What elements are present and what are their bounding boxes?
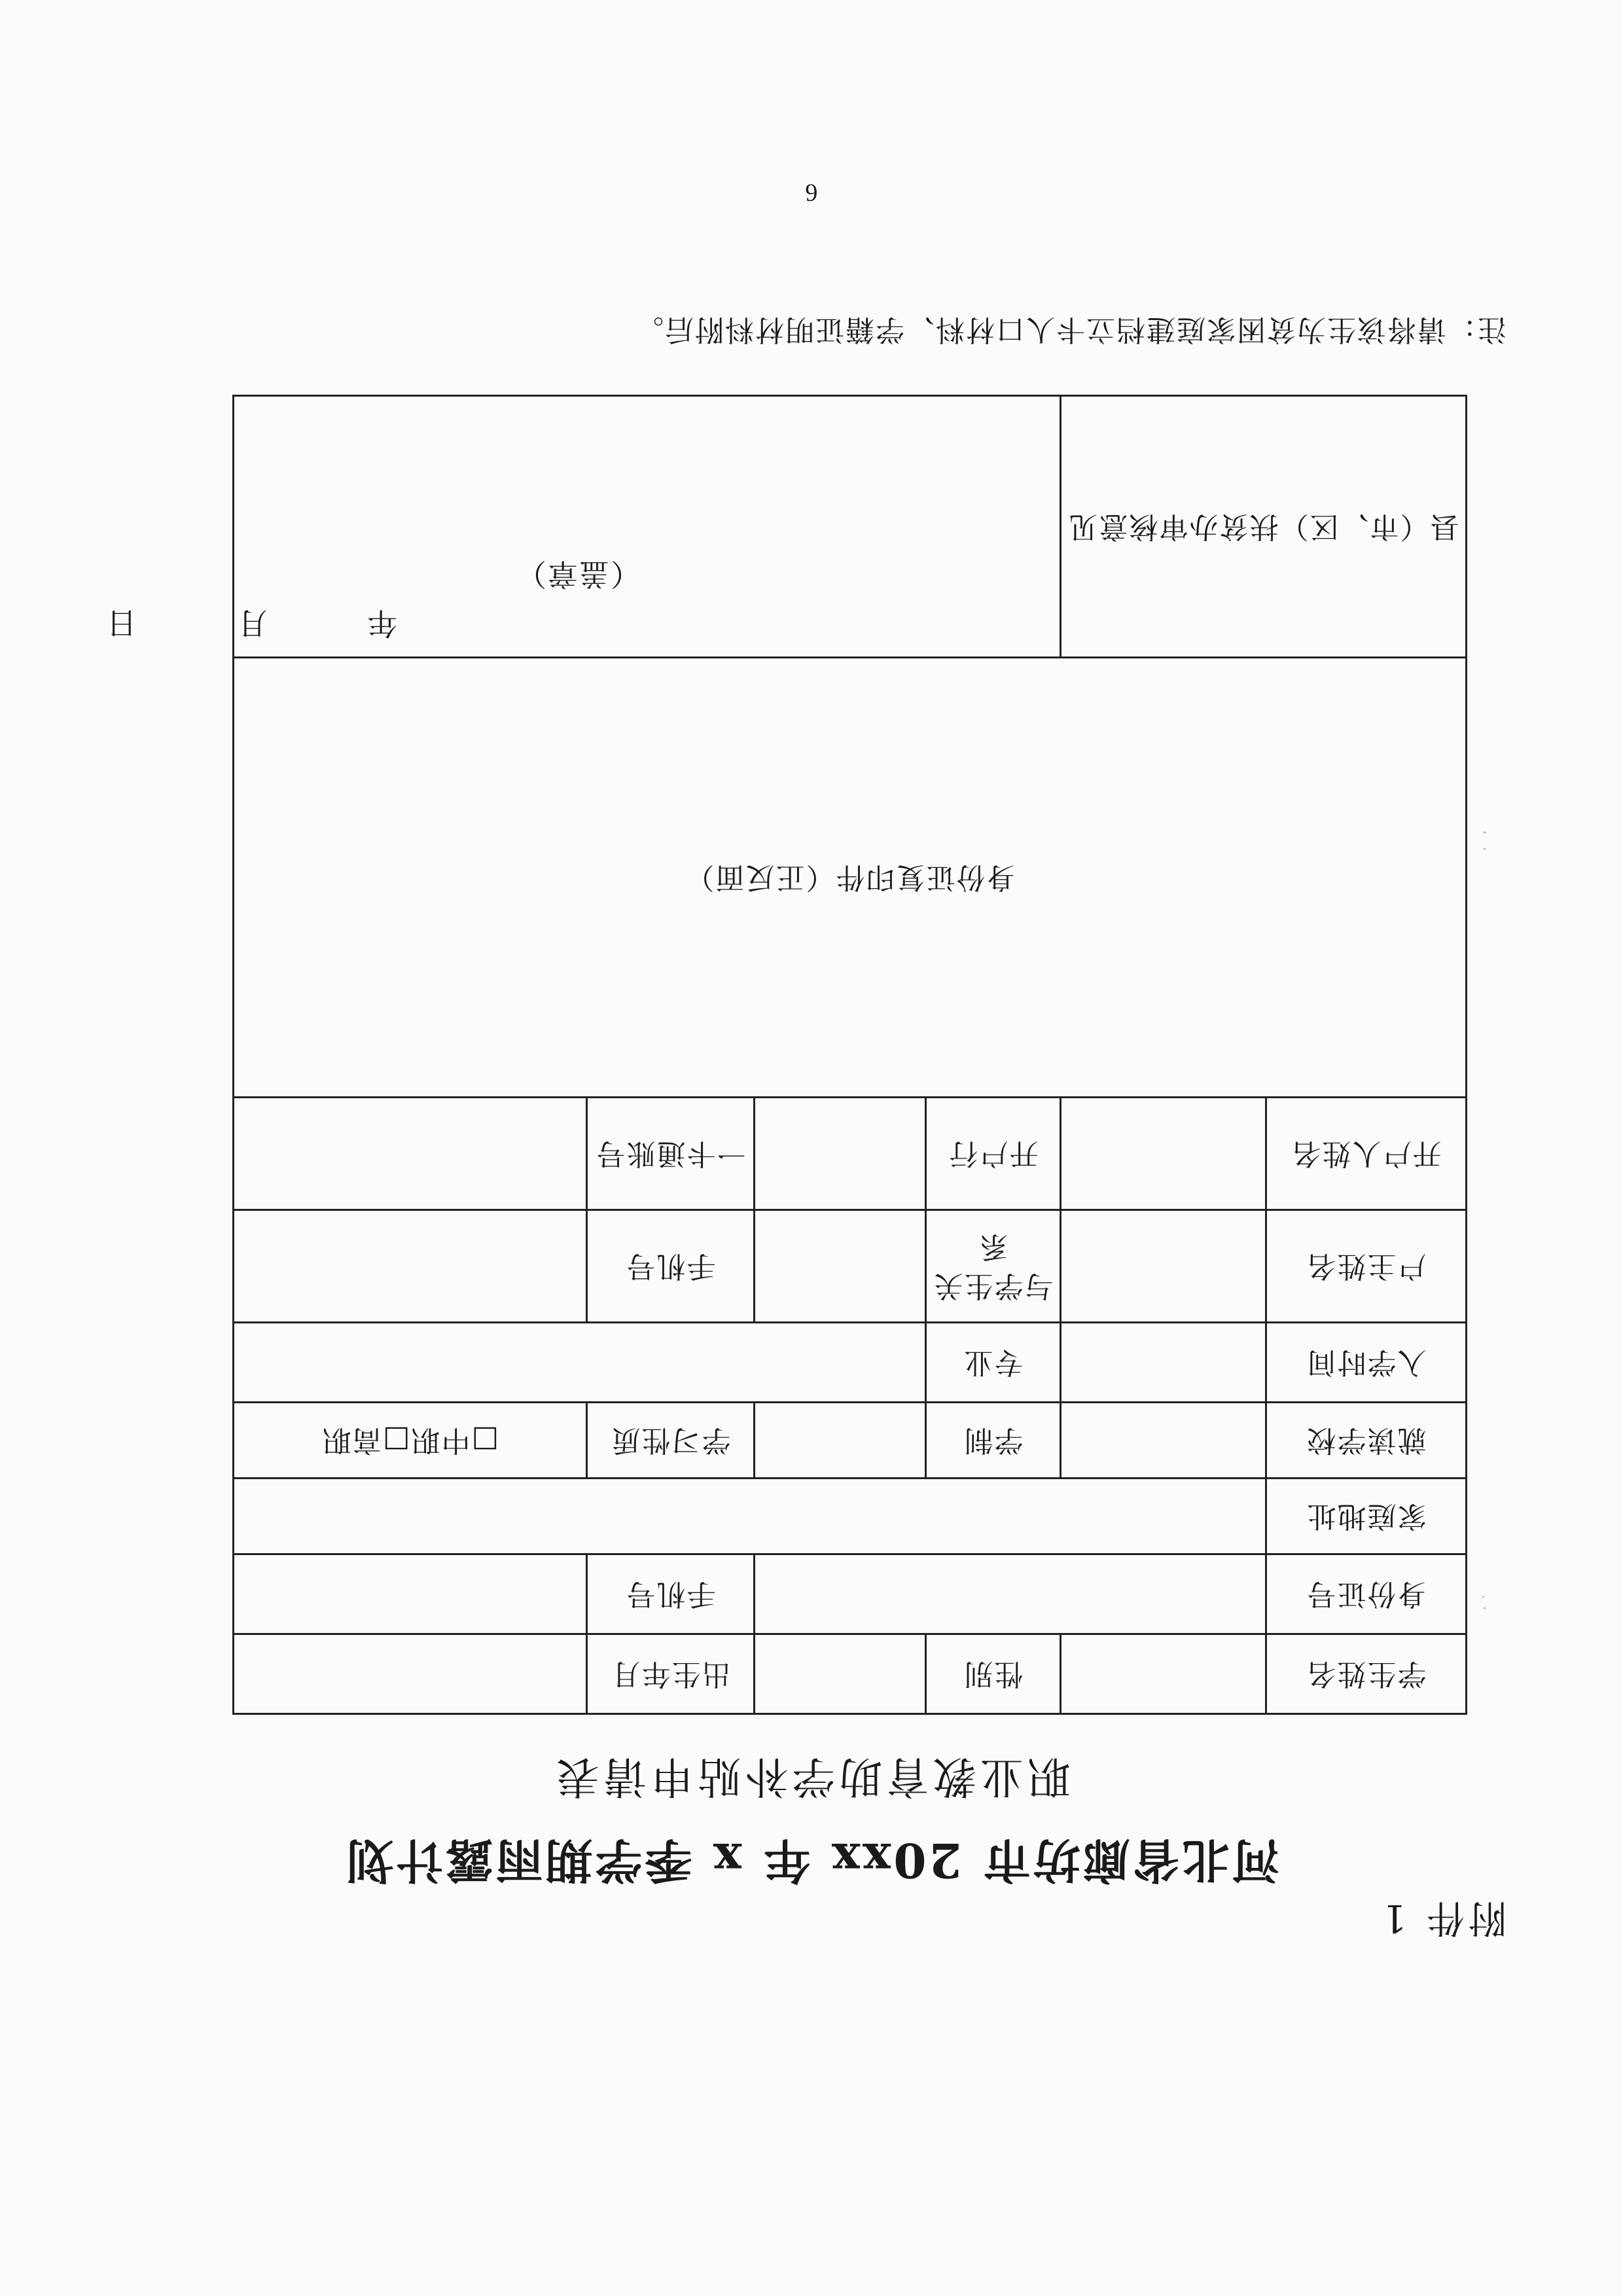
study-type-label: 学习性质 (587, 1403, 755, 1479)
major-label: 专业 (926, 1323, 1061, 1403)
gender-value[interactable] (755, 1634, 926, 1714)
length-label: 学制 (926, 1403, 1061, 1479)
form-row (234, 1210, 1467, 1323)
householder-label: 户主姓名 (1266, 1210, 1467, 1323)
title-line-1: 河北省廊坊市 20xx 年 x 季学期雨露计划 (344, 1833, 1279, 1888)
school-value[interactable] (1061, 1403, 1266, 1479)
form-row (234, 1554, 1467, 1634)
address-value[interactable] (234, 1479, 1266, 1554)
form-row (234, 1479, 1467, 1554)
birth-label: 出生年月 (587, 1634, 755, 1714)
account-name-value[interactable] (1061, 1098, 1266, 1210)
account-name-label: 开户人姓名 (1266, 1098, 1467, 1210)
study-type-options[interactable]: □中职□高职 (234, 1403, 587, 1479)
school-label: 就读学校 (1266, 1403, 1467, 1479)
householder-value[interactable] (1061, 1210, 1266, 1323)
review-label: 县（市、区）扶贫办审核意见 (1061, 396, 1467, 658)
id-copy-area: 身份证复印件（正反面） (234, 658, 1467, 1098)
bank-label: 开户行 (926, 1098, 1061, 1210)
application-form (105, 395, 1467, 1715)
address-label: 家庭地址 (1266, 1479, 1467, 1554)
student-name-label: 学生姓名 (1266, 1634, 1467, 1714)
form-row (234, 1634, 1467, 1714)
birth-value[interactable] (234, 1634, 587, 1714)
card-value[interactable] (234, 1098, 587, 1210)
phone2-label: 手机号 (587, 1210, 755, 1323)
seal-label: （盖章） (515, 556, 641, 592)
form-row (234, 396, 1467, 658)
attachment-label: 附件 1 (1378, 1896, 1507, 1941)
date-year: 年 (366, 605, 397, 641)
page-number: 6 (805, 179, 818, 206)
enroll-label: 入学时间 (1266, 1323, 1467, 1403)
major-value[interactable] (234, 1323, 926, 1403)
scan-speck-icon: · ˙ (1480, 1583, 1487, 1615)
form-row (234, 1323, 1467, 1403)
phone-value[interactable] (234, 1554, 587, 1634)
title-line-2: 职业教育助学补贴申请表 (552, 1751, 1071, 1802)
form-row (234, 658, 1467, 1098)
review-opinion[interactable] (105, 396, 1061, 658)
phone2-value[interactable] (234, 1210, 587, 1323)
date-day: 日 (105, 605, 137, 641)
enroll-value[interactable] (1061, 1323, 1266, 1403)
date-month: 月 (236, 605, 268, 641)
card-label: 一卡通账号 (587, 1098, 755, 1210)
gender-label: 性别 (926, 1634, 1061, 1714)
form-row (234, 1098, 1467, 1210)
form-row (234, 1403, 1467, 1479)
relation-label: 与学生关系 (926, 1210, 1061, 1323)
relation-value[interactable] (755, 1210, 926, 1323)
scan-speck-icon: · · (1482, 823, 1487, 856)
phone-label: 手机号 (587, 1554, 755, 1634)
length-value[interactable] (755, 1403, 926, 1479)
id-number-value[interactable] (755, 1554, 1266, 1634)
student-name-value[interactable] (1061, 1634, 1266, 1714)
footnote: 注：请将该生为贫困家庭建档立卡人口材料、学籍证明材料附后。 (633, 313, 1507, 346)
id-number-label: 身份证号 (1266, 1554, 1467, 1634)
bank-value[interactable] (755, 1098, 926, 1210)
